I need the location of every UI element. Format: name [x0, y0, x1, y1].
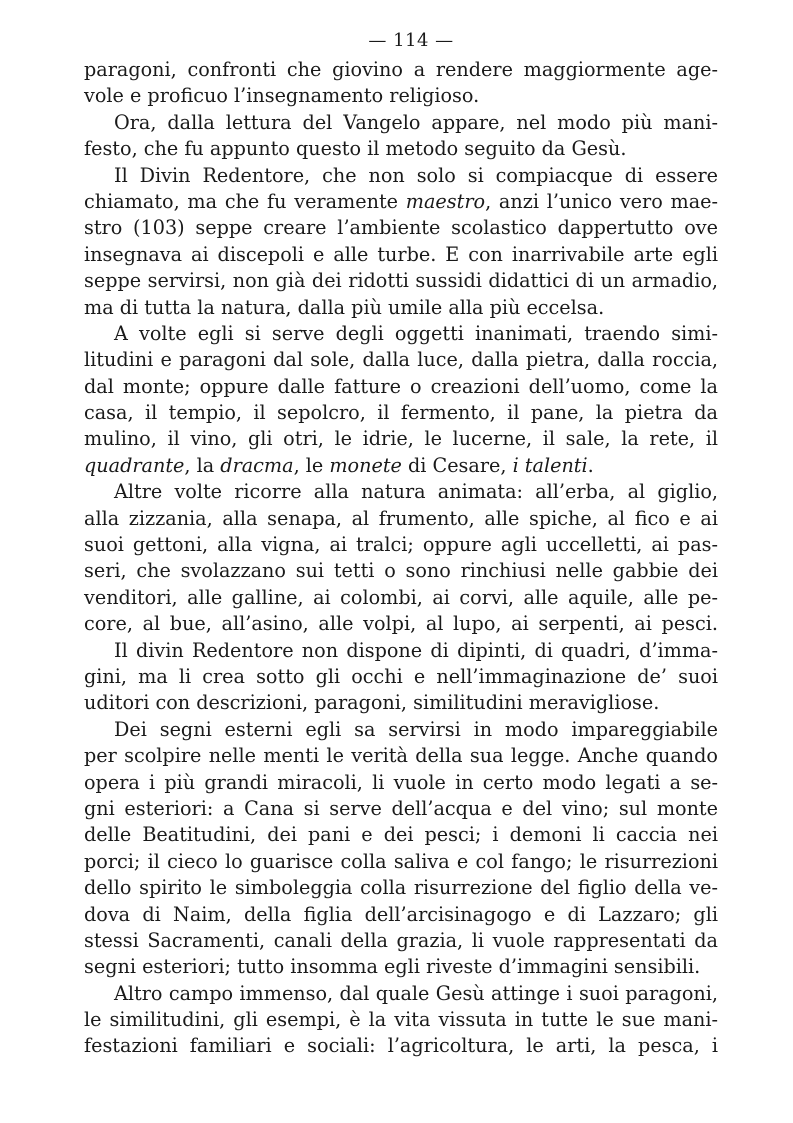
text-segment: Ora, dalla lettura del Vangelo appare, nel modo più mani- [114, 110, 718, 134]
text-segment: Altro campo immenso, dal quale Gesù attinge i suoi paragoni, [114, 981, 718, 1005]
text-segment: vole e proficuo l’insegnamento religioso. [84, 84, 480, 108]
text-segment: delle Beatitudini, dei pani e dei pesci; i demoni li caccia nei [84, 823, 718, 847]
text-segment: paragoni, confronti che giovino a rendere maggiormente age- [84, 58, 718, 81]
text-segment: A volte egli si serve degli oggetti inanimati, traendo simi- [114, 321, 718, 345]
text-segment: gini, ma li crea sotto gli occhi e nell’immaginazione de’ suoi [84, 664, 718, 688]
text-segment: le similitudini, gli esempi, è la vita vissuta in tutte le sue mani- [84, 1008, 718, 1032]
text-segment: casa, il tempio, il sepolcro, il fermento, il pane, la pietra da [84, 401, 718, 425]
text-segment: core, al bue, all’asino, alle volpi, al lupo, ai serpenti, ai pesci. [84, 612, 718, 636]
text-segment: seri, che svolazzano sui tetti o sono rinchiusi nelle gabbie dei [84, 559, 718, 583]
text-segment: di Cesare, [401, 453, 513, 477]
text-line [84, 611, 718, 637]
text-line [84, 189, 718, 215]
text-line [84, 215, 718, 241]
text-segment: per scolpire nelle menti le verità della sua legge. Anche quando [84, 744, 718, 768]
text-segment: venditori, alle galline, ai colombi, ai corvi, alle aquile, alle pe- [84, 585, 718, 609]
text-line [84, 163, 718, 189]
text-line [84, 638, 718, 664]
text-line [84, 400, 718, 426]
page-number: — 114 — [368, 30, 454, 51]
text-line [84, 875, 718, 901]
text-segment: , anzi l’unico vero mae- [485, 189, 718, 213]
text-segment: festo, che fu appunto questo il metodo seguito da Gesù. [84, 137, 627, 161]
text-segment: . [587, 453, 594, 477]
text-line [84, 110, 718, 136]
text-segment: suoi gettoni, alla vigna, ai tralci; oppure agli uccelletti, ai pas- [84, 533, 718, 557]
text-segment: , la [184, 453, 221, 477]
text-segment: porci; il cieco lo guarisce colla saliva e col fango; le risurrezioni [84, 849, 718, 873]
text-segment: dova di Naim, della figlia dell’arcisinagogo e di Lazzaro; gli [84, 902, 718, 926]
text-line [84, 717, 718, 743]
text-line [84, 268, 718, 294]
text-line [84, 57, 718, 83]
text-segment: mulino, il vino, gli otri, le idrie, le lucerne, il sale, la rete, il [84, 427, 718, 451]
text-line [84, 532, 718, 558]
text-segment: opera i più grandi miracoli, li vuole in certo modo legati a se- [84, 770, 718, 794]
text-segment: insegnava ai discepoli e alle turbe. E con inarrivabile arte egli [84, 242, 718, 266]
italic-text: i talenti [512, 453, 588, 477]
italic-text: dracma [220, 453, 294, 477]
text-line [84, 770, 718, 796]
text-segment: dal monte; oppure dalle fatture o creazioni dell’uomo, come la [84, 374, 718, 398]
text-segment: ma di tutta la natura, dalla più umile alla più eccelsa. [84, 295, 605, 319]
text-line [84, 374, 718, 400]
text-line [84, 426, 718, 452]
text-segment: stro (103) seppe creare l’ambiente scolastico dappertutto ove [84, 216, 718, 240]
text-segment: Dei segni esterni egli sa servirsi in modo impareggiabile [114, 717, 718, 741]
text-line [84, 690, 718, 716]
text-line [84, 83, 718, 109]
text-segment: chiamato, ma che fu veramente [84, 189, 406, 213]
document-page [84, 30, 718, 1060]
text-line [84, 347, 718, 373]
text-line [84, 453, 718, 479]
text-line [84, 506, 718, 532]
body-text [84, 57, 718, 1060]
text-line [84, 822, 718, 848]
text-segment: uditori con descrizioni, paragoni, similitudini meravigliose. [84, 691, 660, 715]
text-segment: seppe servirsi, non già dei ridotti sussidi didattici di un armadio, [84, 269, 718, 293]
text-segment: Il Divin Redentore, che non solo si compiacque di essere [114, 163, 718, 187]
text-segment: Il divin Redentore non dispone di dipinti, di quadri, d’imma- [114, 638, 718, 662]
text-line [84, 928, 718, 954]
text-segment: stessi Sacramenti, canali della grazia, li vuole rappresentati da [84, 928, 718, 952]
text-line [84, 664, 718, 690]
text-line [84, 981, 718, 1007]
text-segment: gni esteriori: a Cana si serve dell’acqua e del vino; sul monte [84, 796, 718, 820]
text-line [84, 796, 718, 822]
text-segment: litudini e paragoni dal sole, dalla luce, dalla pietra, dalla roccia, [84, 348, 718, 372]
text-segment: segni esteriori; tutto insomma egli riveste d’immagini sensibili. [84, 955, 701, 979]
text-segment: , le [293, 453, 330, 477]
text-line [84, 849, 718, 875]
italic-text: maestro [405, 189, 486, 213]
italic-text: quadrante [84, 453, 185, 477]
text-line [84, 743, 718, 769]
text-segment: dello spirito le simboleggia colla risurrezione del figlio della ve- [84, 876, 718, 900]
text-line [84, 321, 718, 347]
text-line [84, 585, 718, 611]
text-segment: Altre volte ricorre alla natura animata: all’erba, al giglio, [114, 480, 718, 504]
text-segment: festazioni familiari e sociali: l’agricoltura, le arti, la pesca, i [84, 1034, 718, 1058]
text-line [84, 1033, 718, 1059]
text-segment: alla zizzania, alla senapa, al frumento, alle spiche, al fico e ai [84, 506, 718, 530]
text-line [84, 902, 718, 928]
text-line [84, 558, 718, 584]
text-line [84, 136, 718, 162]
text-line [84, 242, 718, 268]
text-line [84, 479, 718, 505]
italic-text: monete [329, 453, 402, 477]
text-line [84, 1007, 718, 1033]
text-line [84, 954, 718, 980]
text-line [84, 295, 718, 321]
